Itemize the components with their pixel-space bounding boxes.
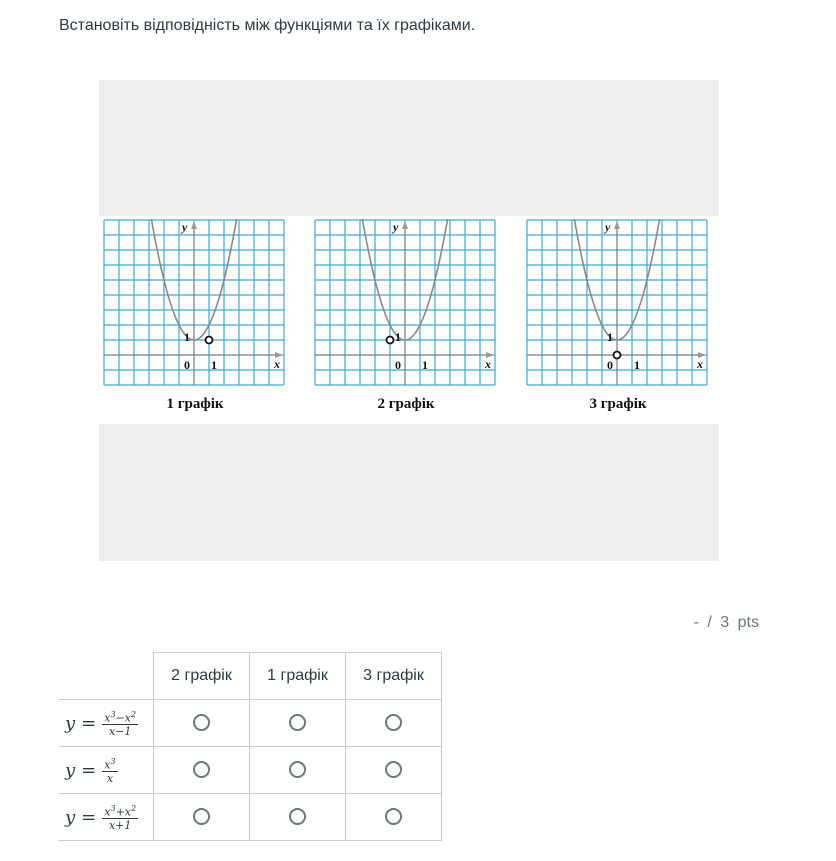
cell-r3-c3 [346,794,442,841]
equals-sign: = [81,712,97,734]
formula-lhs: y [65,712,76,734]
graph-panel-3 [526,219,710,419]
radio-r3-c3[interactable] [385,808,402,825]
hollow-point [206,337,213,344]
y-axis-arrow [614,221,620,229]
graph-1 [103,219,287,389]
matching-table [59,652,442,841]
graph-panel-2 [314,219,498,419]
origin-label: 0 [395,358,401,372]
numerator: $x^3-x^2$ [104,709,137,725]
radio-r2-c3[interactable] [385,761,402,778]
x-tick-label: 1 [634,358,640,372]
radio-r3-c1[interactable] [193,808,210,825]
row-label-formula-2 [59,747,154,794]
cell-r1-c1 [154,700,250,747]
matching-row [59,794,442,841]
y-axis-label: y [605,220,611,234]
denominator: x+1 [108,819,132,833]
radio-r1-c3[interactable] [385,714,402,731]
row-label-formula-3 [59,794,154,841]
radio-r2-c2[interactable] [289,761,306,778]
points-indicator: - / 3 pts [693,614,759,631]
y-axis-arrow [191,221,197,229]
formula-lhs: y [65,806,76,828]
y-axis-arrow [402,221,408,229]
hollow-point [614,352,621,359]
x-tick-label: 1 [422,358,428,372]
fraction [102,708,138,739]
cell-r1-c2 [250,700,346,747]
formula-3 [65,802,138,833]
graph-panel-1 [103,219,287,419]
radio-r1-c2[interactable] [289,714,306,731]
denominator: x−1 [108,725,132,739]
column-header-2: 1 графік [250,653,346,700]
graph-caption-2: 2 графік [377,396,435,412]
y-tick-label: 1 [607,330,613,344]
origin-label: 0 [607,358,613,372]
cell-r2-c2 [250,747,346,794]
fraction [102,802,138,833]
y-tick-label: 1 [395,330,401,344]
equals-sign: = [81,806,97,828]
matching-row [59,700,442,747]
row-label-formula-1 [59,700,154,747]
radio-r1-c1[interactable] [193,714,210,731]
y-axis-label: y [393,220,399,234]
hollow-point [387,337,394,344]
cell-r1-c3 [346,700,442,747]
fraction [102,755,117,786]
matching-row [59,747,442,794]
numerator: $x^3+x^2$ [104,803,137,819]
radio-r2-c1[interactable] [193,761,210,778]
formula-lhs: y [65,759,76,781]
cell-r3-c1 [154,794,250,841]
graph-caption-3: 3 графік [589,396,647,412]
origin-label: 0 [184,358,190,372]
equals-sign: = [81,759,97,781]
matching-header-row [59,653,442,700]
x-tick-label: 1 [211,358,217,372]
x-axis-label: x [697,357,703,371]
column-header-3: 3 графік [346,653,442,700]
formula-2 [65,755,118,786]
graph-3 [526,219,710,389]
cell-r3-c2 [250,794,346,841]
numerator: $x^3$ [104,756,116,772]
x-axis-label: x [274,357,280,371]
radio-r3-c2[interactable] [289,808,306,825]
graph-2 [314,219,498,389]
matching-corner-cell [59,653,154,700]
question-text: Встановіть відповідність між функціями та їх графіками. [59,17,476,34]
y-axis-label: y [182,220,188,234]
cell-r2-c1 [154,747,250,794]
column-header-1: 2 графік [154,653,250,700]
cell-r2-c3 [346,747,442,794]
graphs-image [99,216,719,424]
formula-1 [65,708,138,739]
y-tick-label: 1 [184,330,190,344]
x-axis-label: x [485,357,491,371]
denominator: x [106,772,114,786]
graph-caption-1: 1 графік [166,396,224,412]
